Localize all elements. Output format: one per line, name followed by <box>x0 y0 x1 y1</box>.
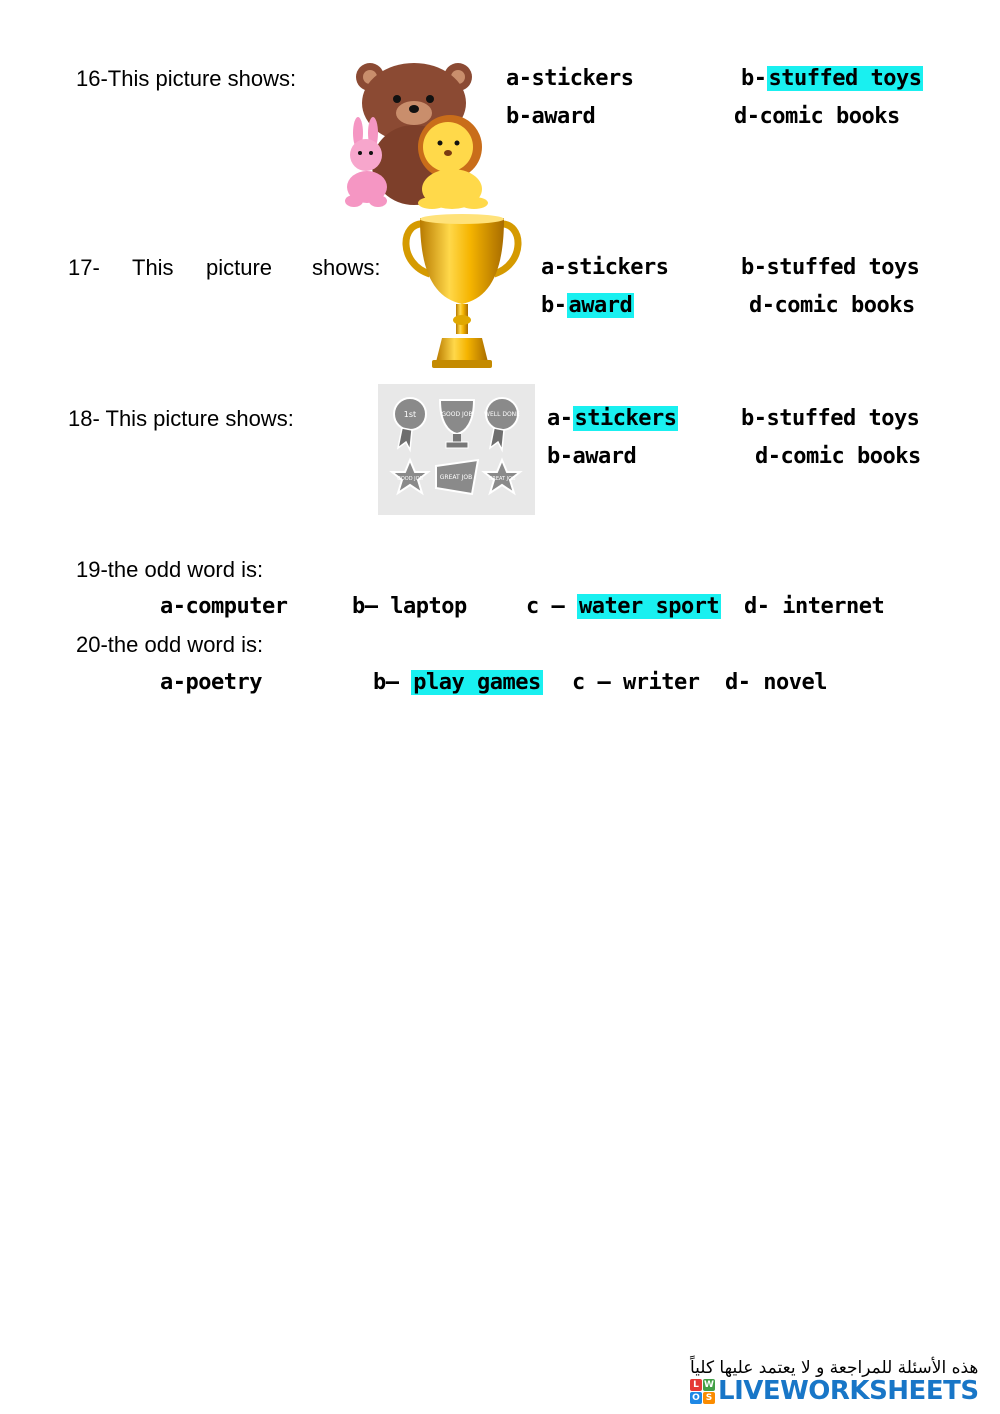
q18-option-a-stickers[interactable] <box>547 406 678 431</box>
stickers-image <box>378 384 535 515</box>
sticker-label-2: GOOD JOB <box>441 411 473 418</box>
q18-option-b-award[interactable]: b-award <box>547 444 637 469</box>
q16-option-b-prefix: b- <box>741 66 767 91</box>
q20-option-c[interactable]: c – writer <box>572 670 700 695</box>
q19-option-b[interactable]: b– laptop <box>352 594 467 619</box>
sticker-label-6: GREAT JOB <box>488 476 516 482</box>
logo-letter-4: S <box>703 1392 715 1404</box>
footer-arabic-note: هذه الأسئلة للمراجعة و لا يعتمد عليها كلياً <box>690 1358 979 1378</box>
q17-prompt-word-2: picture <box>206 255 273 280</box>
q19-correct-answer: water sport <box>578 594 720 619</box>
q18-option-a-prefix: a- <box>547 406 573 431</box>
q17-option-b-award[interactable] <box>541 293 634 318</box>
q20-option-a[interactable]: a-poetry <box>160 670 262 695</box>
q18-option-b-stuffed-toys[interactable]: b-stuffed toys <box>741 406 920 431</box>
q19-option-d[interactable]: d- internet <box>744 594 885 619</box>
q16-prompt: 16-This picture shows: <box>76 66 297 91</box>
q19-option-c-water-sport[interactable] <box>526 594 721 619</box>
q19-option-a[interactable]: a-computer <box>160 594 288 619</box>
q17-prompt-number: 17- <box>68 255 100 280</box>
q16-option-d[interactable]: d-comic books <box>734 104 900 129</box>
q20-option-b-prefix: b– <box>373 670 412 695</box>
liveworksheets-icon <box>690 1379 715 1404</box>
q17-option-b-stuffed-toys[interactable]: b-stuffed toys <box>741 255 920 280</box>
q16-option-b-award[interactable]: b-award <box>506 104 596 129</box>
trophy-image <box>398 212 526 372</box>
q20-correct-answer: play games <box>413 670 541 695</box>
q19-option-c-prefix: c – <box>526 594 577 619</box>
q16-correct-answer: stuffed toys <box>768 66 922 91</box>
q16-option-b-stuffed-toys[interactable] <box>741 66 923 91</box>
sticker-label-1: 1st <box>403 410 417 419</box>
stuffed-toys-image <box>340 55 495 210</box>
q16-option-a[interactable]: a-stickers <box>506 66 634 91</box>
liveworksheets-logo[interactable] <box>690 1376 979 1406</box>
q18-prompt: 18- This picture shows: <box>68 406 294 431</box>
q20-prompt: 20-the odd word is: <box>76 632 264 657</box>
q17-option-b-prefix: b- <box>541 293 567 318</box>
logo-letter-1: L <box>690 1379 702 1391</box>
q18-option-d[interactable]: d-comic books <box>755 444 921 469</box>
q17-correct-answer: award <box>568 293 633 318</box>
logo-letter-3: O <box>690 1392 702 1404</box>
q17-option-d[interactable]: d-comic books <box>749 293 915 318</box>
sticker-label-4: GOOD JOB <box>396 476 424 482</box>
q18-correct-answer: stickers <box>574 406 677 431</box>
sticker-label-5: GREAT JOB <box>439 474 473 481</box>
q20-option-d[interactable]: d- novel <box>725 670 827 695</box>
q17-prompt-word-3: shows: <box>312 255 381 280</box>
logo-letter-2: W <box>704 1379 714 1390</box>
sticker-label-3: WELL DONE <box>484 411 520 418</box>
q19-prompt: 19-the odd word is: <box>76 557 264 582</box>
q17-prompt-word-1: This <box>132 255 174 280</box>
q17-option-a[interactable]: a-stickers <box>541 255 669 280</box>
q20-option-b-play-games[interactable] <box>373 670 543 695</box>
brand-name: LIVEWORKSHEETS <box>718 1376 979 1406</box>
